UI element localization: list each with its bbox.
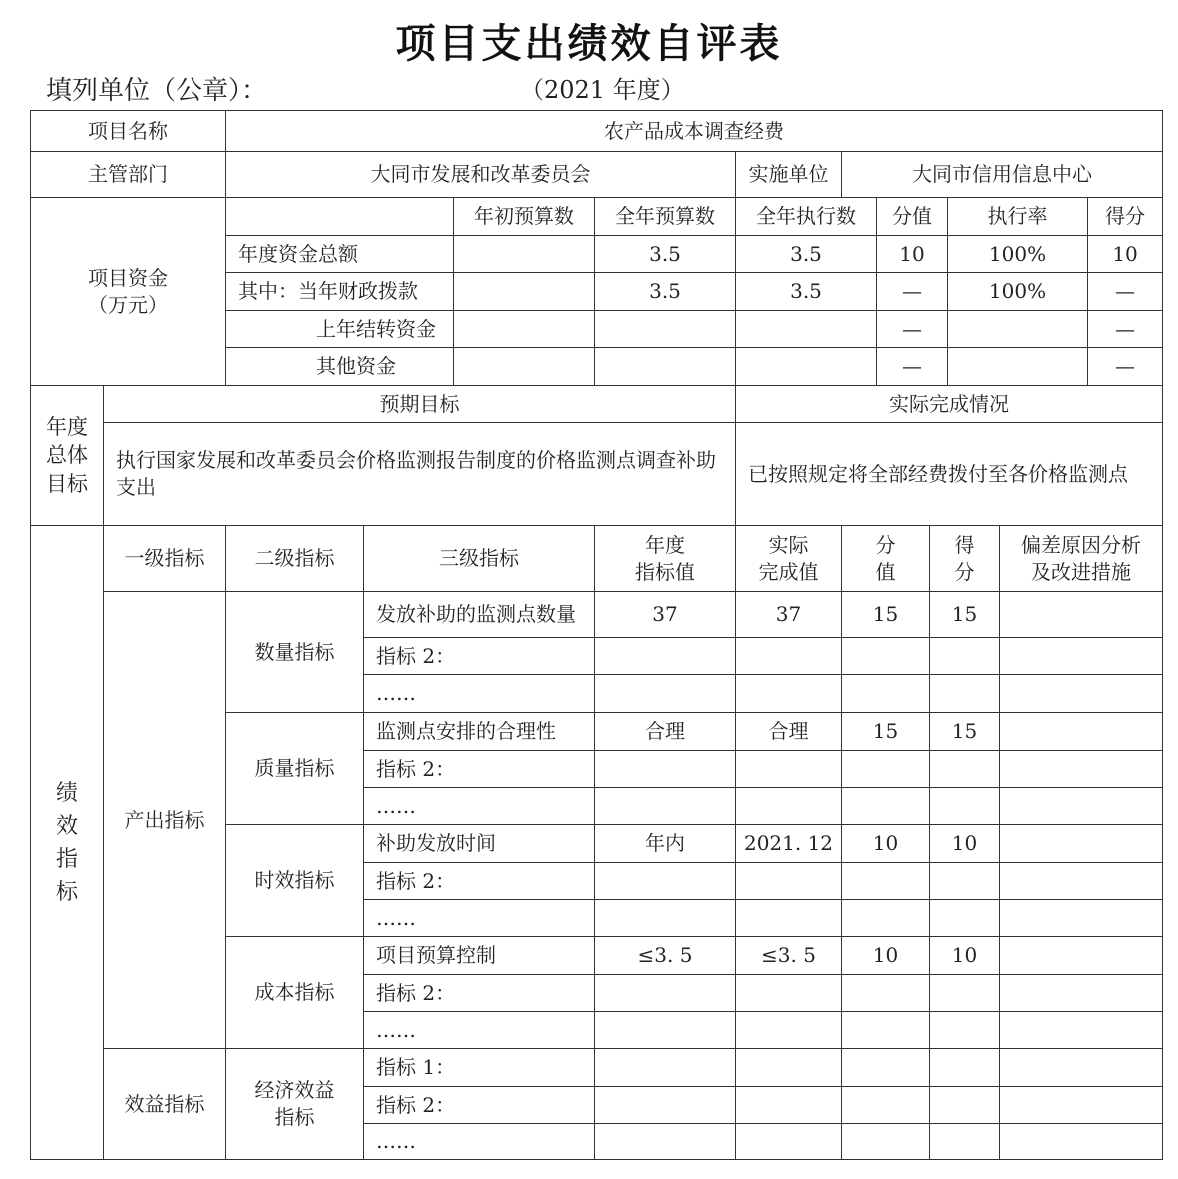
score-value: 10 <box>930 937 1000 975</box>
actual-value: 37 <box>736 592 842 638</box>
header-weight: 分 值 <box>842 526 930 592</box>
weight-value: 15 <box>842 713 930 751</box>
weight-value: 10 <box>842 937 930 975</box>
target-value: 年内 <box>595 825 736 863</box>
funds-header-exec: 全年执行数 <box>736 198 877 236</box>
actual-completion-text: 已按照规定将全部经费拨付至各价格监测点 <box>736 423 1163 526</box>
level3-name: 指标 2： <box>364 638 595 675</box>
level3-name: …… <box>364 1124 595 1160</box>
dept-label: 主管部门 <box>31 152 226 198</box>
filing-unit-label: 填列单位（公章）： <box>46 76 268 106</box>
level3-name: 补助发放时间 <box>364 825 595 863</box>
actual-value: 2021. 12 <box>736 825 842 863</box>
fund-row: 其中：当年财政拨款 3.5 3.5 — 100% — <box>31 273 1163 311</box>
weight-value: 15 <box>842 592 930 638</box>
project-name-value: 农产品成本调查经费 <box>226 111 1163 152</box>
year-label: （2021 年度） <box>520 76 685 104</box>
header-deviation: 偏差原因分析 及改进措施 <box>1000 526 1163 592</box>
actual-value: ≤3. 5 <box>736 937 842 975</box>
funds-header-rate: 执行率 <box>948 198 1088 236</box>
benefit-indicator-label: 效益指标 <box>104 1049 226 1160</box>
target-value: ≤3. 5 <box>595 937 736 975</box>
score-value: 15 <box>930 592 1000 638</box>
funds-header-full: 全年预算数 <box>595 198 736 236</box>
deviation-value <box>1000 937 1163 975</box>
actual-completion-header: 实际完成情况 <box>736 386 1163 423</box>
level2-cost: 成本指标 <box>226 937 364 1049</box>
impl-label: 实施单位 <box>736 152 842 198</box>
target-value: 合理 <box>595 713 736 751</box>
target-value: 37 <box>595 592 736 638</box>
header-level3: 三级指标 <box>364 526 595 592</box>
deviation-value <box>1000 825 1163 863</box>
level2-timeliness: 时效指标 <box>226 825 364 937</box>
page-title: 项目支出绩效自评表 <box>395 21 783 67</box>
performance-indicators-label: 绩效指标 <box>31 526 104 1160</box>
fund-row: 年度资金总额 3.5 3.5 10 100% 10 <box>31 236 1163 273</box>
header-target: 年度 指标值 <box>595 526 736 592</box>
header-level2: 二级指标 <box>226 526 364 592</box>
dept-value: 大同市发展和改革委员会 <box>226 152 736 198</box>
level2-quantity: 数量指标 <box>226 592 364 713</box>
level3-name: …… <box>364 675 595 713</box>
level2-quality: 质量指标 <box>226 713 364 825</box>
funds-header-score-value: 分值 <box>877 198 948 236</box>
header-score: 得 分 <box>930 526 1000 592</box>
actual-value: 合理 <box>736 713 842 751</box>
impl-value: 大同市信用信息中心 <box>842 152 1163 198</box>
weight-value: 10 <box>842 825 930 863</box>
level3-name: 发放补助的监测点数量 <box>364 592 595 638</box>
level3-name: 监测点安排的合理性 <box>364 713 595 751</box>
score-value: 10 <box>930 825 1000 863</box>
header-actual: 实际 完成值 <box>736 526 842 592</box>
expected-goal-text: 执行国家发展和改革委员会价格监测报告制度的价格监测点调查补助支出 <box>104 423 736 526</box>
level3-name: 指标 2： <box>364 975 595 1012</box>
deviation-value <box>1000 592 1163 638</box>
project-name-label: 项目名称 <box>31 111 226 152</box>
level3-name: …… <box>364 900 595 937</box>
level3-name: 指标 1： <box>364 1049 595 1087</box>
level3-name: …… <box>364 788 595 825</box>
fund-row: 上年结转资金 — — <box>31 311 1163 348</box>
output-indicator-label: 产出指标 <box>104 592 226 1049</box>
self-evaluation-table <box>30 110 1163 1160</box>
level3-name: 项目预算控制 <box>364 937 595 975</box>
funds-header-init: 年初预算数 <box>454 198 595 236</box>
level3-name: 指标 2： <box>364 863 595 900</box>
level3-name: 指标 2： <box>364 751 595 788</box>
level2-economic-benefit: 经济效益 指标 <box>226 1049 364 1160</box>
level3-name: 指标 2： <box>364 1087 595 1124</box>
level3-name: …… <box>364 1012 595 1049</box>
funds-label: 项目资金 （万元） <box>31 198 226 386</box>
expected-goal-header: 预期目标 <box>104 386 736 423</box>
header-level1: 一级指标 <box>104 526 226 592</box>
fund-row: 其他资金 — — <box>31 348 1163 386</box>
deviation-value <box>1000 713 1163 751</box>
score-value: 15 <box>930 713 1000 751</box>
goals-label: 年度 总体 目标 <box>31 386 104 526</box>
funds-header-score: 得分 <box>1088 198 1163 236</box>
